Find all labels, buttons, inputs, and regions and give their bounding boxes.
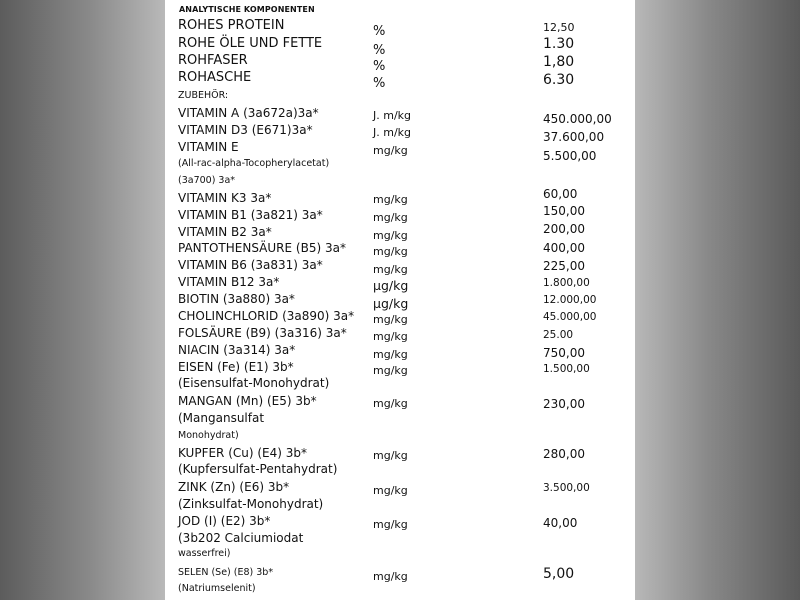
composition-sheet: [165, 0, 635, 600]
component-name: VITAMIN D3 (E671)3a*: [178, 123, 313, 137]
component-name: ROHES PROTEIN: [178, 18, 285, 33]
component-name: wasserfrei): [178, 548, 231, 559]
component-unit: mg/kg: [373, 263, 408, 276]
component-name: BIOTIN (3a880) 3a*: [178, 292, 295, 306]
component-name: (Kupfersulfat-Pentahydrat): [178, 462, 338, 476]
component-name: (All-rac-alpha-Tocopherylacetat): [178, 158, 330, 169]
component-value: 225,00: [543, 259, 585, 273]
component-unit: mg/kg: [373, 313, 408, 326]
component-unit: mg/kg: [373, 348, 408, 361]
component-value: 750,00: [543, 346, 585, 360]
component-unit: %: [373, 24, 386, 39]
component-name: VITAMIN E: [178, 140, 239, 154]
section-heading: ANALYTISCHE KOMPONENTEN: [179, 5, 315, 14]
component-value: 5,00: [543, 566, 575, 582]
component-unit: mg/kg: [373, 364, 408, 377]
component-name: (Zinksulfat-Monohydrat): [178, 497, 324, 511]
component-value: 37.600,00: [543, 130, 605, 144]
component-name: ZUBEHÖR:: [178, 90, 229, 101]
component-value: 60,00: [543, 187, 578, 201]
component-unit: mg/kg: [373, 484, 408, 497]
component-unit: %: [373, 76, 386, 91]
component-name: ROHE ÖLE UND FETTE: [178, 36, 323, 51]
component-value: 1,80: [543, 54, 575, 70]
component-name: VITAMIN B2 3a*: [178, 225, 272, 239]
component-name: KUPFER (Cu) (E4) 3b*: [178, 446, 308, 460]
component-name: PANTOTHENSÄURE (B5) 3a*: [178, 241, 346, 255]
component-name: ZINK (Zn) (E6) 3b*: [178, 480, 290, 494]
component-value: 1.30: [543, 36, 575, 52]
component-value: 280,00: [543, 447, 585, 461]
component-name: Monohydrat): [178, 430, 239, 441]
component-value: 45.000,00: [543, 311, 597, 323]
component-unit: mg/kg: [373, 245, 408, 258]
component-name: FOLSÄURE (B9) (3a316) 3a*: [178, 326, 347, 340]
component-name: (Natriumselenit): [178, 583, 256, 594]
component-unit: mg/kg: [373, 330, 408, 343]
component-name: (Mangansulfat: [178, 411, 265, 425]
component-name: VITAMIN B6 (3a831) 3a*: [178, 258, 323, 272]
component-value: 1.800,00: [543, 277, 590, 289]
component-value: 200,00: [543, 222, 585, 236]
component-value: 1.500,00: [543, 363, 590, 375]
component-unit: mg/kg: [373, 570, 408, 583]
component-value: 3.500,00: [543, 482, 590, 494]
component-name: VITAMIN A (3a672a)3a*: [178, 106, 319, 120]
component-value: 25.00: [543, 329, 574, 341]
component-unit: mg/kg: [373, 397, 408, 410]
component-name: (3a700) 3a*: [178, 175, 236, 186]
component-unit: J. m/kg: [373, 126, 412, 139]
component-unit: mg/kg: [373, 211, 408, 224]
component-unit: µg/kg: [373, 278, 409, 293]
component-name: NIACIN (3a314) 3a*: [178, 343, 296, 357]
component-value: 230,00: [543, 397, 585, 411]
component-name: (Eisensulfat-Monohydrat): [178, 376, 330, 390]
component-name: ROHASCHE: [178, 70, 252, 85]
component-unit: %: [373, 59, 386, 74]
component-value: 400,00: [543, 241, 585, 255]
blurred-left-margin: [0, 0, 165, 600]
component-unit: mg/kg: [373, 518, 408, 531]
component-name: SELEN (Se) (E8) 3b*: [178, 567, 274, 578]
component-value: 40,00: [543, 516, 578, 530]
component-name: CHOLINCHLORID (3a890) 3a*: [178, 309, 355, 323]
component-value: 12.000,00: [543, 294, 597, 306]
component-unit: mg/kg: [373, 229, 408, 242]
component-value: 5.500,00: [543, 149, 597, 163]
component-name: EISEN (Fe) (E1) 3b*: [178, 360, 294, 374]
component-value: 12,50: [543, 21, 575, 34]
component-name: VITAMIN B12 3a*: [178, 275, 280, 289]
component-unit: mg/kg: [373, 449, 408, 462]
component-value: 450.000,00: [543, 112, 612, 126]
component-unit: %: [373, 43, 386, 58]
component-value: 150,00: [543, 204, 585, 218]
component-value: 6.30: [543, 72, 575, 88]
component-name: VITAMIN K3 3a*: [178, 191, 272, 205]
component-name: JOD (I) (E2) 3b*: [178, 514, 271, 528]
component-unit: J. m/kg: [373, 109, 412, 122]
component-name: MANGAN (Mn) (E5) 3b*: [178, 394, 317, 408]
component-unit: mg/kg: [373, 193, 408, 206]
component-name: ROHFASER: [178, 53, 248, 68]
component-name: VITAMIN B1 (3a821) 3a*: [178, 208, 323, 222]
component-unit: mg/kg: [373, 144, 408, 157]
component-name: (3b202 Calciumiodat: [178, 531, 304, 545]
component-unit: µg/kg: [373, 296, 409, 311]
blurred-right-margin: [635, 0, 800, 600]
